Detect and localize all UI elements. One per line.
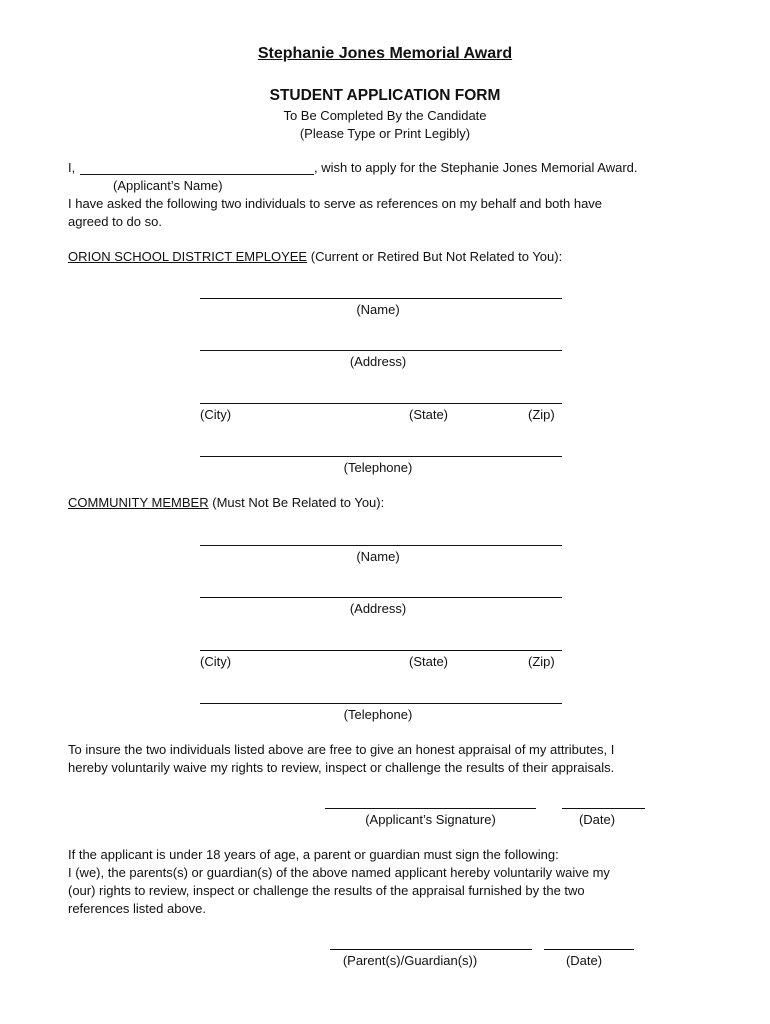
community-city-line[interactable] (200, 650, 562, 651)
employee-city-line[interactable] (200, 403, 562, 404)
applicant-name-label: (Applicant’s Name) (113, 178, 223, 193)
guardian-signature-line[interactable] (330, 949, 532, 950)
community-zip-label: (Zip) (528, 654, 555, 669)
applicant-date-label: (Date) (578, 812, 616, 827)
community-name-line[interactable] (200, 545, 562, 546)
form-subheading: STUDENT APPLICATION FORM (269, 87, 501, 104)
applicant-signature-label: (Applicant’s Signature) (365, 812, 496, 827)
guardian-date-label: (Date) (565, 953, 603, 968)
form-main-title: Stephanie Jones Memorial Award (257, 45, 513, 62)
employee-city-label: (City) (200, 407, 232, 422)
waiver-line-1: To insure the two individuals listed above are free to give an honest appraisal of my attributes, I (68, 742, 615, 757)
employee-zip-label: (Zip) (528, 407, 555, 422)
community-name-label: (Name) (356, 549, 400, 564)
section-community-title: COMMUNITY MEMBER (68, 495, 209, 510)
section-employee-title: ORION SCHOOL DISTRICT EMPLOYEE (68, 249, 308, 264)
employee-telephone-label: (Telephone) (343, 460, 413, 475)
employee-state-label: (State) (409, 407, 449, 422)
intro-prefix: I, (68, 160, 76, 175)
community-state-label: (State) (409, 654, 449, 669)
community-city-label: (City) (200, 654, 232, 669)
section-employee-note: (Current or Retired But Not Related to You): (310, 249, 563, 264)
intro-line-2: I have asked the following two individuals to serve as references on my behalf and both have (68, 196, 603, 211)
guardian-date-line[interactable] (544, 949, 634, 950)
employee-address-label: (Address) (349, 354, 407, 369)
applicant-signature-line[interactable] (325, 808, 536, 809)
intro-suffix: , wish to apply for the Stephanie Jones Memorial Award. (314, 160, 638, 175)
employee-address-line[interactable] (200, 350, 562, 351)
employee-name-line[interactable] (200, 298, 562, 299)
section-employee-heading (68, 249, 562, 264)
community-address-line[interactable] (200, 597, 562, 598)
employee-name-label: (Name) (356, 302, 400, 317)
section-community-heading (68, 495, 384, 510)
community-telephone-line[interactable] (200, 703, 562, 704)
intro-line-3: agreed to do so. (68, 214, 162, 229)
section-community-note: (Must Not Be Related to You): (212, 495, 385, 510)
employee-telephone-line[interactable] (200, 456, 562, 457)
legibility-instruction: (Please Type or Print Legibly) (299, 126, 471, 141)
completion-instruction: To Be Completed By the Candidate (283, 108, 487, 123)
community-address-label: (Address) (349, 601, 407, 616)
guardian-signature-label: (Parent(s)/Guardian(s)) (342, 953, 478, 968)
applicant-name-line[interactable] (80, 174, 314, 175)
applicant-date-line[interactable] (562, 808, 645, 809)
minor-line-1: If the applicant is under 18 years of age, a parent or guardian must sign the following: (68, 847, 559, 862)
minor-line-2: I (we), the parents(s) or guardian(s) of the above named applicant hereby voluntarily waive my (68, 865, 610, 880)
community-telephone-label: (Telephone) (343, 707, 413, 722)
waiver-line-2: hereby voluntarily waive my rights to review, inspect or challenge the results of their appraisals. (68, 760, 615, 775)
minor-line-3: (our) rights to review, inspect or challenge the results of the appraisal furnished by the two (68, 883, 585, 898)
minor-line-4: references listed above. (68, 901, 207, 916)
